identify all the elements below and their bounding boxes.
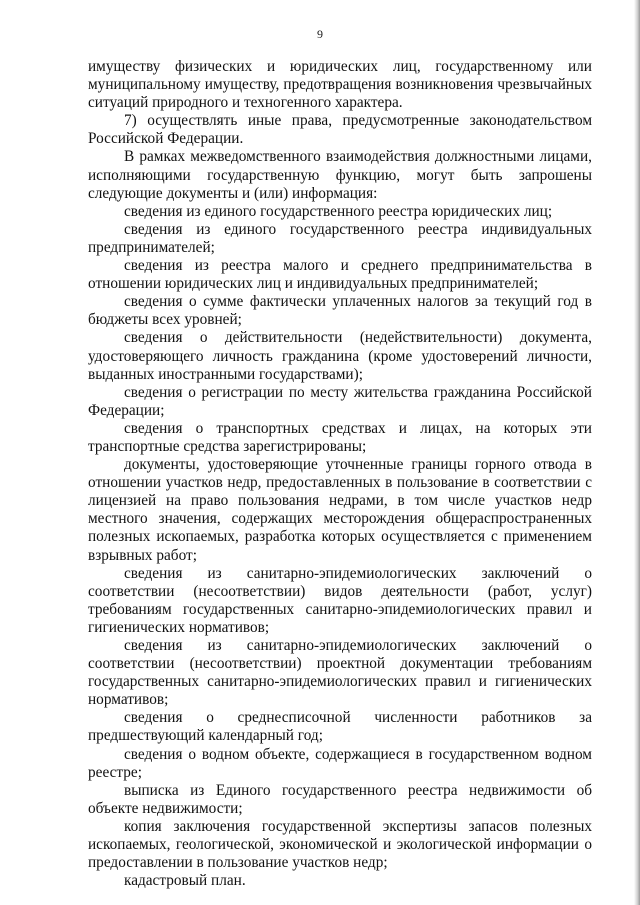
list-item: копия заключения государственной экспертизы запасов полезных ископаемых, геологической, экономической и экологической информации о предоставлении в пользование участков недр; — [88, 817, 592, 872]
list-item: сведения о сумме фактически уплаченных налогов за текущий год в бюджеты всех уровней; — [88, 293, 592, 329]
list-item: выписка из Единого государственного реестра недвижимости об объекте недвижимости; — [88, 781, 592, 817]
paragraph-interagency-intro: В рамках межведомственного взаимодействия должностными лицами, исполняющими государственную функцию, могут быть запрошены следующие документы и (или) информация: — [88, 148, 592, 202]
page-number: 9 — [317, 27, 323, 41]
list-item: документы, удостоверяющие уточненные границы горного отвода в отношении участков недр, предоставленных в пользование в соответствии с лицензией на право пользования недрами, в том числе участков недр местного значения, содержащих месторождения общераспространенных полезных ископаемых, разработка которых осуществляется с применением взрывных работ; — [88, 456, 592, 564]
list-item: сведения о среднесписочной численности работников за предшествующий календарный год; — [88, 709, 592, 745]
paragraph-item-7: 7) осуществлять иные права, предусмотренные законодательством Российской Федерации. — [88, 112, 592, 148]
scan-edge-shadow — [634, 0, 640, 905]
list-item: сведения из реестра малого и среднего предпринимательства в отношении юридических лиц и индивидуальных предпринимателей; — [88, 257, 592, 293]
list-item: сведения из санитарно-эпидемиологических заключений о соответствии (несоответствии) видов деятельности (работ, услуг) требованиям государственных санитарно-эпидемиологических правил и гигиенических нормативов; — [88, 564, 592, 636]
list-item: сведения из единого государственного реестра индивидуальных предпринимателей; — [88, 220, 592, 256]
list-item: сведения о регистрации по месту жительства гражданина Российской Федерации; — [88, 383, 592, 419]
list-item: сведения из санитарно-эпидемиологических заключений о соответствии (несоответствии) проектной документации требованиям государственных санитарно-эпидемиологических правил и гигиенических нормативов; — [88, 637, 592, 709]
list-item: кадастровый план. — [124, 872, 246, 890]
list-item: сведения о водном объекте, содержащиеся в государственном водном реестре; — [88, 745, 592, 781]
list-item: сведения из единого государственного реестра юридических лиц; — [124, 202, 553, 220]
list-item: сведения о транспортных средствах и лицах, на которых эти транспортные средства зарегистрированы; — [88, 419, 592, 455]
paragraph-continuation: имуществу физических и юридических лиц, государственному или муниципальному имуществу, предотвращения возникновения чрезвычайных ситуаций природного и техногенного характера. — [88, 58, 592, 112]
list-item: сведения о действительности (недействительности) документа, удостоверяющего личность гражданина (кроме удостоверений личности, выданных иностранными государствами); — [88, 329, 592, 383]
document-body — [88, 58, 592, 890]
